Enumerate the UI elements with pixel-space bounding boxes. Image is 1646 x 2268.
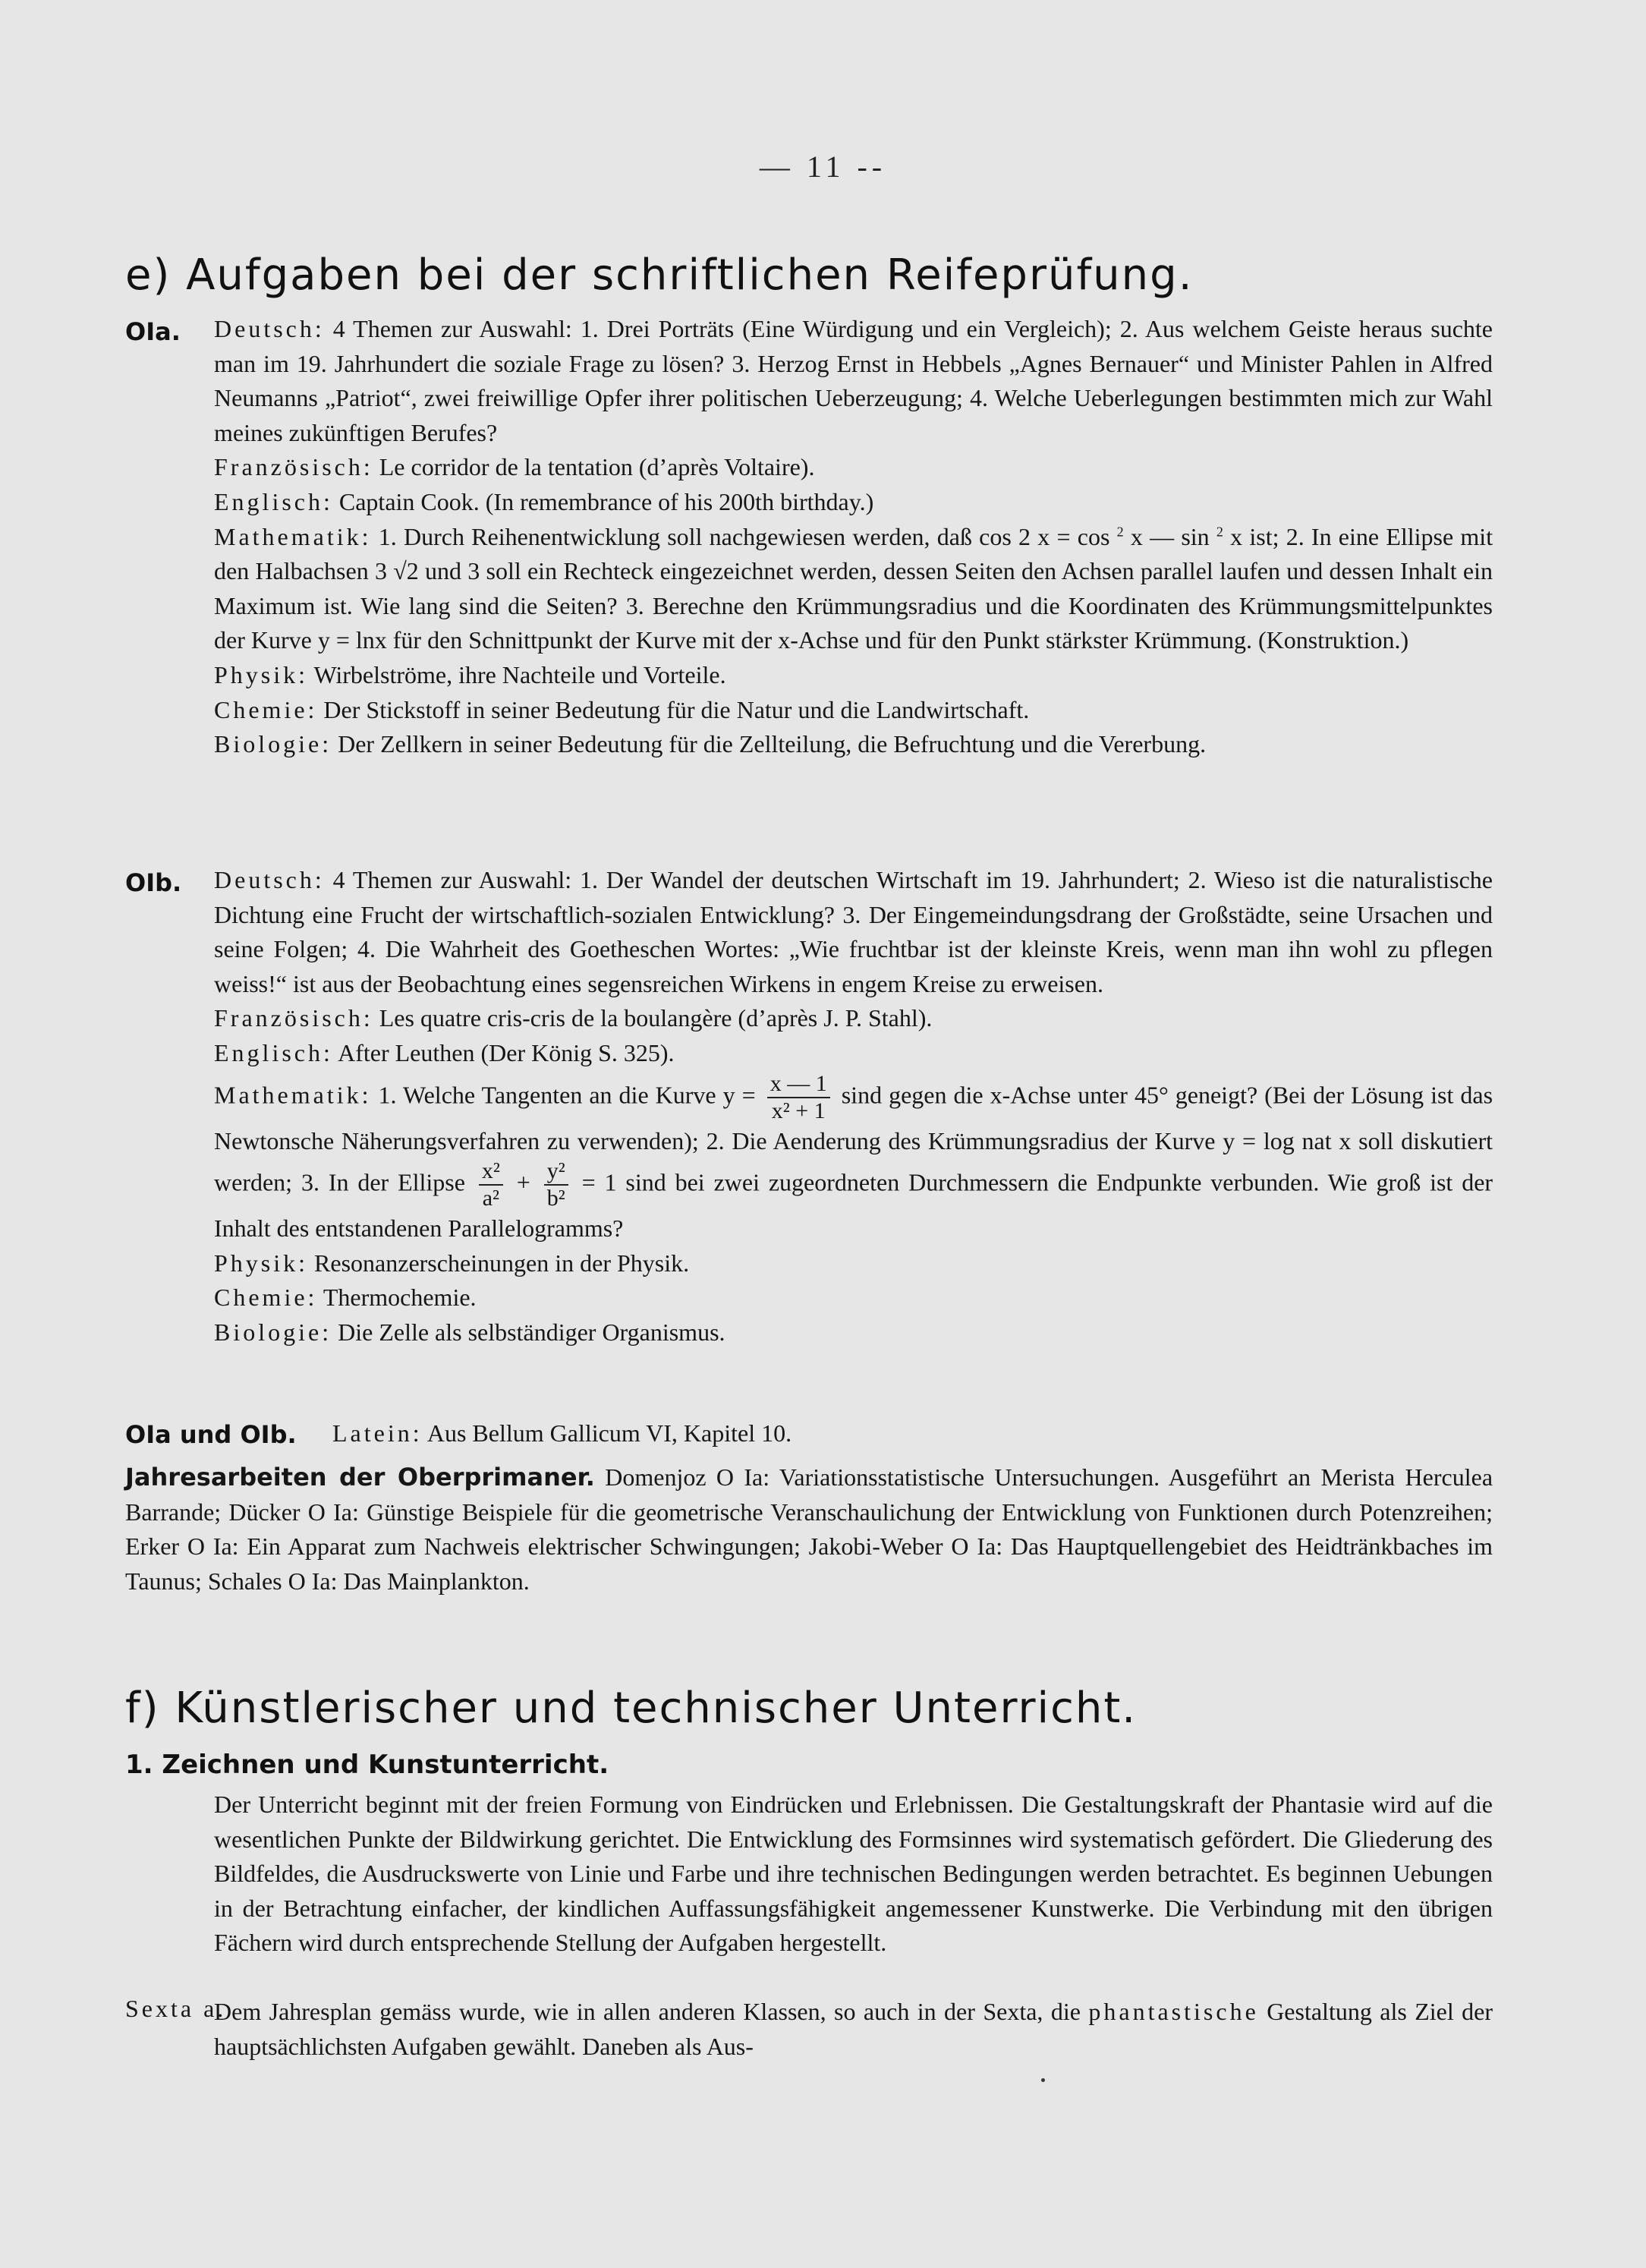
subject-franzoesisch: Französisch: <box>214 453 373 481</box>
fraction: $\frac{\text{y²}}{\text{b²}}$ <box>544 1158 568 1211</box>
both-latein: Latein: Aus Bellum Gallicum VI, Kapitel 10. <box>332 1419 792 1447</box>
subject-franzoesisch: Französisch: <box>214 1004 373 1032</box>
exponent: 2 <box>1116 523 1124 539</box>
subject-englisch: Englisch: <box>214 1038 333 1066</box>
subject-mathematik: Mathematik: <box>214 522 372 550</box>
ola-chem: Chemie: Der Stickstoff in seiner Bedeutung für die Natur und die Landwirtschaft. <box>214 695 1030 723</box>
olb-franz: Französisch: Les quatre cris-cris de la boulangère (d’après J. P. Stahl). <box>214 1004 933 1032</box>
jahresarbeiten-block <box>125 1460 1493 1599</box>
fraction: $\frac{x — 1}{\text{x² + 1}}$ <box>767 1071 830 1124</box>
subject-chemie: Chemie: <box>214 1284 318 1312</box>
subject-chemie: Chemie: <box>214 695 318 723</box>
print-speck <box>1041 2078 1045 2082</box>
ola-block <box>214 312 1493 762</box>
ola-franz: Französisch: Le corridor de la tentation (d’après Voltaire). <box>214 453 815 481</box>
ola-deutsch: Deutsch: 4 Themen zur Auswahl: 1. Drei Porträts (Eine Würdigung und ein Vergleich); 2. Aus welchem Geiste heraus suchte man im 19. Jahrhundert die soziale Frage zu lösen? 3. Herzog Ernst in Hebbels „Agnes Bernauer“ und Minister Pahlen in Alfred Neumanns „Patriot“, zwei freiwillige Opfer ihrer politischen Ueberzeugung; 4. Welche Ueberlegungen bestimmten mich zur Wahl meines zukünftigen Berufes? <box>214 315 1493 446</box>
subject-biologie: Biologie: <box>214 730 332 758</box>
emphasis: phantastische <box>1088 1998 1259 2025</box>
section-f-heading: f) Künstlerischer und technischer Unterricht. <box>125 1684 1138 1733</box>
ola-engl: Englisch: Captain Cook. (In remembrance of his 200th birthday.) <box>214 487 874 515</box>
plus-sign: + <box>516 1168 530 1196</box>
page-number: — 11 -- <box>759 150 887 184</box>
section-f-paragraph: Der Unterricht beginnt mit der freien Formung von Eindrücken und Erlebnissen. Die Gestaltungskraft der Phantasie wird auf die wesentlichen Punkte der Bildwirkung gerichtet. Die Entwicklung des Formsinnes wird systematisch gefördert. Die Gliederung des Bildfeldes, die Ausdruckswerte von Linie und Farbe und ihre technischen Bedingungen werden betrachtet. Es beginnen Uebungen in der Betrachtung einfacher, der kindlichen Auffassungsfähigkeit angemessener Kunstwerke. Die Verbindung mit den übrigen Fächern wird durch entsprechende Stellung der Aufgaben hergestellt. <box>214 1791 1493 1957</box>
ola-math: Mathematik: 1. Durch Reihenentwicklung soll nachgewiesen werden, daß cos 2 x = cos $^2$ x — sin $^2$ x ist; 2. In eine Ellipse mit den Halbachsen 3 √2 und 3 soll ein Rechteck eingezeichnet werden, dessen Seiten den Achsen parallel laufen und dessen Inhalt ein Maximum ist. Wie lang sind die Seiten? 3. Berechne den Krümmungsradius und die Koordinaten des Krümmungsmittelpunktes der Kurve y = lnx für den Schnittpunkt der Kurve mit der x-Achse und für den Punkt stärkster Krümmung. (Konstruktion.) <box>214 522 1493 654</box>
olb-engl: Englisch: After Leuthen (Der König S. 325). <box>214 1038 675 1066</box>
subject-mathematik: Mathematik: <box>214 1080 372 1108</box>
olb-phys: Physik: Resonanzerscheinungen in der Physik. <box>214 1249 690 1277</box>
ola-bio: Biologie: Der Zellkern in seiner Bedeutung für die Zellteilung, die Befruchtung und die Vererbung. <box>214 730 1207 758</box>
olb-math: Mathematik: 1. Welche Tangenten an die Kurve y = $\frac{x — 1}{\text{x² + 1}}$ sind gegen die x-Achse unter 45° geneigt? (Bei der Lösung ist das Newtonsche Näherungsverfahren zu verwenden); 2. Die Aenderung des Krümmungsradius der Kurve y = log nat x soll diskutiert werden; 3. In der Ellipse $\frac{\text{x²}}{\text{a²}}$ + $\frac{\text{y²}}{\text{b²}}$ = 1 sind bei zwei zugeordneten Durchmessern die Endpunkte verbunden. Wie groß ist der Inhalt des entstandenen Parallelogramms? <box>214 1070 1493 1243</box>
section-f-subheading: 1. Zeichnen und Kunstunterricht. <box>125 1750 609 1780</box>
subject-deutsch: Deutsch: <box>214 866 325 893</box>
olb-deutsch: Deutsch: 4 Themen zur Auswahl: 1. Der Wandel der deutschen Wirtschaft im 19. Jahrhundert; 2. Wieso ist die naturalistische Dichtung eine Frucht der wirtschaftlich-sozialen Entwicklung? 3. Der Eingemeindungsdrang der Großstädte, seine Ursachen und seine Folgen; 4. Die Wahrheit des Goetheschen Wortes: „Wie fruchtbar ist der kleinste Kreis, wenn man ihn wohl zu pflegen weiss!“ ist aus der Beobachtung eines segensreichen Wirkens in engem Kreise zu erweisen. <box>214 866 1493 997</box>
subject-deutsch: Deutsch: <box>214 315 325 342</box>
subject-physik: Physik: <box>214 1249 309 1277</box>
jahresarbeiten-label: Jahresarbeiten der Oberprimaner. <box>125 1463 595 1492</box>
jahresarbeiten-text: Domenjoz O Ia: Variationsstatistische Untersuchungen. Ausgeführt an Merista Herculea Barrande; Dücker O Ia: Günstige Beispiele für die geometrische Veranschaulichung der Entwicklung von Funktionen durch Potenzreihen; Erker O Ia: Ein Apparat zum Nachweis elektrischer Schwingungen; Jakobi-Weber O Ia: Das Hauptquellengebiet des Heidtränkbaches im Taunus; Schales O Ia: Das Mainplankton. <box>125 1463 1493 1595</box>
subject-physik: Physik: <box>214 660 309 688</box>
exponent: 2 <box>1216 523 1223 539</box>
subject-latein: Latein: <box>332 1419 423 1447</box>
olb-bio: Biologie: Die Zelle als selbständiger Organismus. <box>214 1318 725 1346</box>
ola-phys: Physik: Wirbelströme, ihre Nachteile und Vorteile. <box>214 660 726 688</box>
fraction: $\frac{\text{x²}}{\text{a²}}$ <box>479 1158 503 1211</box>
ola-label: OIa. <box>125 317 181 346</box>
subject-englisch: Englisch: <box>214 487 333 515</box>
section-e-heading: e) Aufgaben bei der schriftlichen Reifeprüfung. <box>125 250 1194 300</box>
subject-biologie: Biologie: <box>214 1318 332 1346</box>
olb-block <box>214 863 1493 1350</box>
olb-chem: Chemie: Thermochemie. <box>214 1284 477 1312</box>
both-label: OIa und OIb. <box>125 1420 297 1449</box>
olb-label: OIb. <box>125 868 182 897</box>
sexta-label: Sexta a. <box>125 1995 227 2022</box>
sexta-paragraph: Dem Jahresplan gemäss wurde, wie in allen anderen Klassen, so auch in der Sexta, die phantastische Gestaltung als Ziel der hauptsächlichsten Aufgaben gewählt. Daneben als Aus- <box>214 1998 1493 2060</box>
